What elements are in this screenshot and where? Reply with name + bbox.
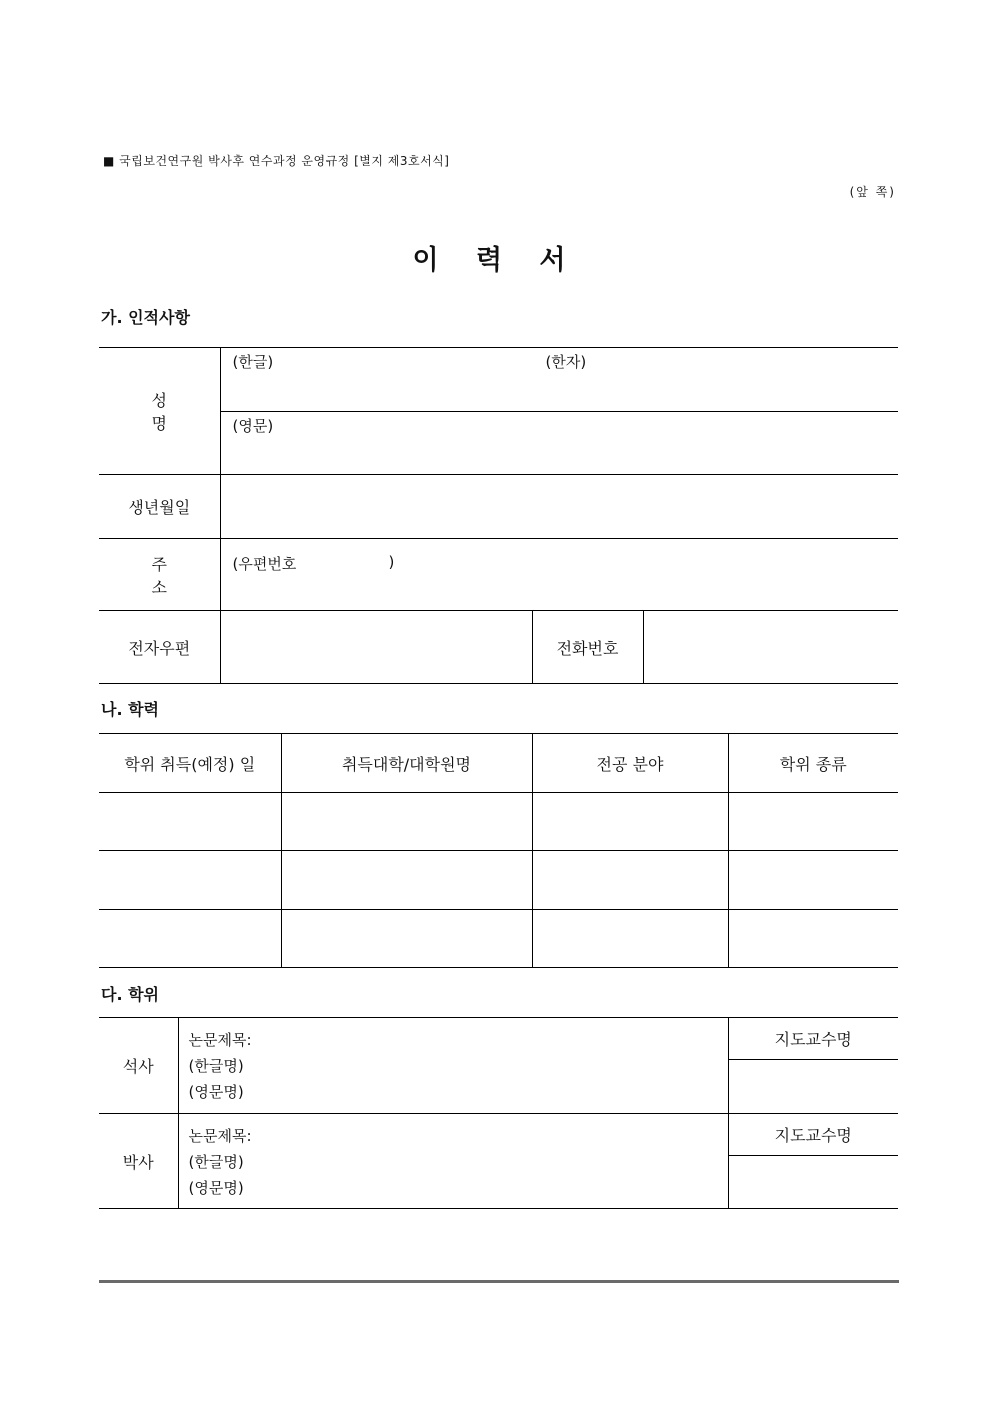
doctor-thesis-lines	[189, 1123, 252, 1201]
degree-date-cell[interactable]	[99, 851, 281, 910]
doctor-advisor-label: 지도교수명	[728, 1114, 898, 1156]
master-thesis-lines	[189, 1027, 252, 1105]
doctor-label: 박사	[99, 1114, 178, 1209]
english-title-label: (영문명)	[188, 1083, 244, 1101]
bullet-square-icon: ■	[103, 154, 115, 168]
master-advisor-field[interactable]	[728, 1060, 898, 1114]
section-heading-personal: 가. 인적사항	[101, 308, 190, 327]
major-cell[interactable]	[532, 851, 728, 910]
email-label: 전자우편	[99, 611, 220, 684]
name-english-field[interactable]	[220, 412, 898, 475]
page-side-label: (앞 쪽)	[849, 185, 896, 199]
degree-type-cell[interactable]	[728, 793, 898, 851]
university-cell[interactable]	[281, 793, 532, 851]
name-korean-field[interactable]	[220, 348, 898, 412]
personal-info-table	[99, 347, 898, 684]
university-cell[interactable]	[281, 910, 532, 968]
master-advisor-label: 지도교수명	[728, 1018, 898, 1060]
postal-code-prefix: (우편번호	[232, 555, 297, 573]
address-field[interactable]	[220, 539, 898, 611]
doctor-thesis-field[interactable]	[178, 1114, 728, 1209]
thesis-title-label: 논문제목:	[188, 1127, 252, 1145]
email-field[interactable]	[220, 611, 532, 684]
address-label: 주 소	[99, 539, 220, 611]
degree-table	[99, 1017, 898, 1209]
university-cell[interactable]	[281, 851, 532, 910]
column-header-university: 취득대학/대학원명	[281, 734, 532, 793]
name-chinese-prefix: (한자)	[545, 353, 587, 371]
korean-title-label: (한글명)	[188, 1153, 244, 1171]
form-header	[103, 152, 449, 169]
column-header-degree-type: 학위 종류	[728, 734, 898, 793]
phone-field[interactable]	[643, 611, 898, 684]
degree-type-cell[interactable]	[728, 910, 898, 968]
name-english-prefix: (영문)	[232, 417, 274, 435]
english-title-label: (영문명)	[188, 1179, 244, 1197]
table-row	[99, 910, 898, 968]
degree-date-cell[interactable]	[99, 910, 281, 968]
document-title: 이 력 서	[412, 245, 580, 276]
name-korean-prefix: (한글)	[232, 353, 274, 371]
education-table	[99, 733, 898, 968]
thesis-title-label: 논문제목:	[188, 1031, 252, 1049]
major-cell[interactable]	[532, 793, 728, 851]
column-header-major: 전공 분야	[532, 734, 728, 793]
korean-title-label: (한글명)	[188, 1057, 244, 1075]
degree-date-cell[interactable]	[99, 793, 281, 851]
master-label: 석사	[99, 1018, 178, 1114]
birthdate-label: 생년월일	[99, 475, 220, 539]
major-cell[interactable]	[532, 910, 728, 968]
master-thesis-field[interactable]	[178, 1018, 728, 1114]
degree-type-cell[interactable]	[728, 851, 898, 910]
regulation-reference: 국립보건연구원 박사후 연수과정 운영규정 [별지 제3호서식]	[119, 154, 450, 168]
name-label: 성 명	[99, 348, 220, 475]
phone-label: 전화번호	[532, 611, 643, 684]
doctor-advisor-field[interactable]	[728, 1156, 898, 1209]
birthdate-field[interactable]	[220, 475, 898, 539]
column-header-degree-date: 학위 취득(예정) 일	[99, 734, 281, 793]
footer-divider	[99, 1280, 899, 1283]
section-heading-education: 나. 학력	[101, 700, 160, 719]
postal-code-close: )	[388, 553, 395, 571]
table-row	[99, 851, 898, 910]
section-heading-degree: 다. 학위	[101, 985, 160, 1004]
table-row	[99, 793, 898, 851]
